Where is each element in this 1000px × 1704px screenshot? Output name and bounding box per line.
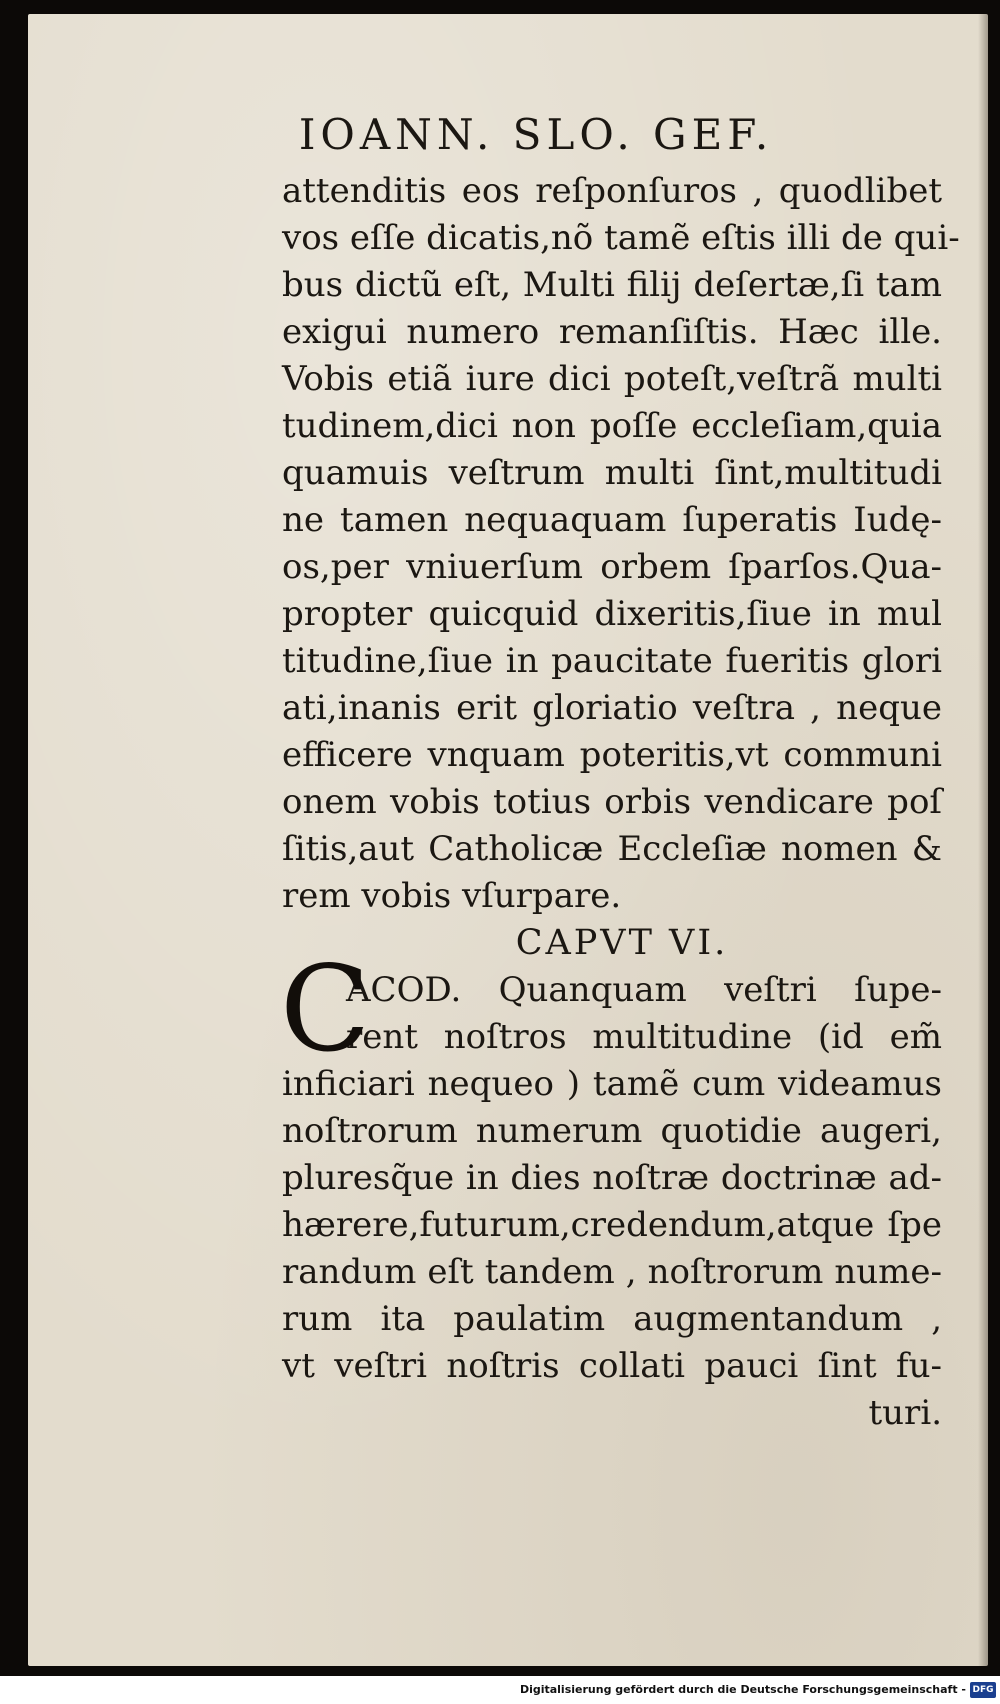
drop-cap-initial: C (280, 940, 371, 1078)
text-line: vt veſtri noſtris collati pauci ſint fu- (282, 1346, 942, 1386)
chapter-heading: CAPVT VI. (515, 923, 729, 963)
text-line: randum eſt tandem , noſtrorum nume- (282, 1252, 942, 1292)
text-line: noſtrorum numerum quotidie augeri, (282, 1111, 942, 1151)
text-line: pluresq̃ue in dies noſtræ doctrinæ ad- (282, 1158, 942, 1198)
text-line: bus dictũ eſt, Multi filij deſertæ,ſi tam (282, 265, 942, 305)
text-line: inficiari nequeo ) tamẽ cum videamus (282, 1064, 942, 1104)
dfg-logo: DFG (970, 1682, 996, 1698)
text-line: titudine,ſiue in paucitate fueritis glori (282, 641, 942, 681)
text-line: attenditis eos reſponſuros , quodlibet (282, 171, 942, 211)
text-line: ACOD. Quanquam veſtri ſupe- (346, 970, 942, 1010)
text-block (280, 168, 960, 1437)
text-line: efficere vnquam poteritis,vt communi (282, 735, 942, 775)
text-line: ne tamen nequaquam ſuperatis Iudę- (282, 500, 942, 540)
text-line: quamuis veſtrum multi ſint,multitudi (282, 453, 942, 493)
text-line: rem vobis vſurpare. (282, 876, 622, 916)
paragraph-top (282, 168, 960, 920)
text-line: hærere,futurum,credendum,atque ſpe (282, 1205, 942, 1245)
text-line: ſitis,aut Catholicæ Eccleſiæ nomen & (282, 829, 942, 869)
text-line: tudinem,dici non poſſe eccleſiam,quia (282, 406, 942, 446)
text-line: rum ita paulatim augmentandum , (282, 1299, 942, 1339)
text-line: rent noſtros multitudine (id em̃ (346, 1017, 942, 1057)
funding-note: Digitalisierung gefördert durch die Deutsche Forschungsgemeinschaft - (519, 1683, 966, 1696)
text-line: exigui numero remanſiſtis. Hæc ille. (282, 312, 942, 352)
text-line: propter quicquid dixeritis,ſiue in mul (282, 594, 942, 634)
text-line: vos eſſe dicatis,nõ tamẽ eſtis illi de qui- (282, 218, 960, 258)
text-line: Vobis etiã iure dici poteſt,veſtrã multi (282, 359, 942, 399)
footer-bar (0, 1678, 1000, 1704)
final-word: turi. (868, 1393, 942, 1433)
text-line: os,per vniuerſum orbem ſparſos.Qua- (282, 547, 942, 587)
text-line: ati,inanis erit gloriatio veſtra , neque (282, 688, 942, 728)
text-line: onem vobis totius orbis vendicare poſ (282, 782, 942, 822)
book-page (28, 14, 988, 1666)
running-head: IOANN. SLO. GEF. (298, 110, 774, 159)
